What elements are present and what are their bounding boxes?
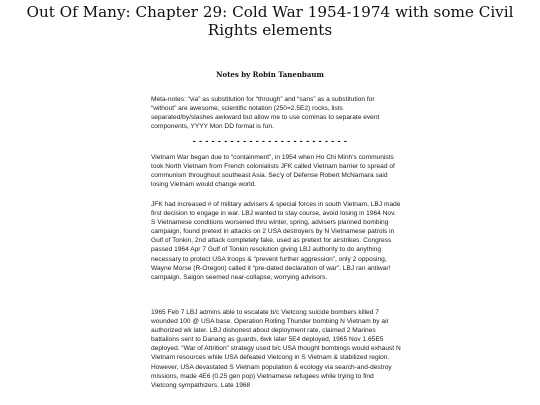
section-separator: - - - - - - - - - - - - - - - - - - - - - - - - -	[192, 136, 348, 146]
document-title: Out Of Many: Chapter 29: Cold War 1954-1974 with some Civil Rights elements	[26, 3, 514, 39]
meta-notes-paragraph: Meta-notes: “via” as substitution for “through” and “sans” as a substitution for “without” are awesome, scientific notation (250=2.5E2) rocks, lists separated/by/slashes awkward but allow me to use commas to separate event components, YYYY Mon DD format is fun.	[151, 96, 380, 131]
author-byline: Notes by Robin Tanenbaum	[216, 70, 324, 79]
body-paragraph-2: JFK had increased # of military advisers & special forces in south Vietnam, LBJ made first decision to engage in war. LBJ wanted to stay course, avoid losing in 1964 Nov. S Vietnamese conditions worsened thru winter, spring, advisers planned bombing campaign, found pretext in attacks on 2 USA destroyers by N Vietnamese patrols in Gulf of Tonkin, 2nd attack completely fake, used as pretext for airstrikes. Congress passed 1964 Apr 7 Gulf of Tonkin resolution giving LBJ authority to do anything necessary to protect USA troops & “prevent further aggression”, only 2 opposing, Wayne Morse (R-Oregon) called it “pre-dated declaration of war”. LBJ ran antiwar! campaign. Saigon seemed near-collapse, worrying advisors.	[151, 201, 401, 281]
body-paragraph-3: 1965 Feb 7 LBJ admins able to escalate b/c Vietcong suicide bombers killed 7 wounded 100 @ USA base. Operation Rolling Thunder bombing N Vietnam by air authorized wk later. LBJ dishonest about deployment rate, claimed 2 Marines battalions sent to Danang as guards, 6wk later 5E4 deployed, 1965 Nov 1.65E5 deployed. “War of Attrition” strategy used b/c USA thought bombings would exhaust N Vietnam resources while USA defeated Vietcong in S Vietnam & stabilized region. However, USA devastated S Vietnam population & ecology via search-and-destroy missions, made 4E6 (0.25 gen pop) Vietnamese refugees while trying to find Vietcong sympathizers. Late 1968	[151, 309, 401, 389]
body-paragraph-1: Vietnam War began due to “containment”, in 1954 when Ho Chi Minh's communists took North Vietnam from French colonialists JFK called Vietnam barrier to spread of communism throughout southeast Asia. Sec'y of Defense Robert McNamara said losing Vietnam would change world.	[151, 154, 395, 189]
